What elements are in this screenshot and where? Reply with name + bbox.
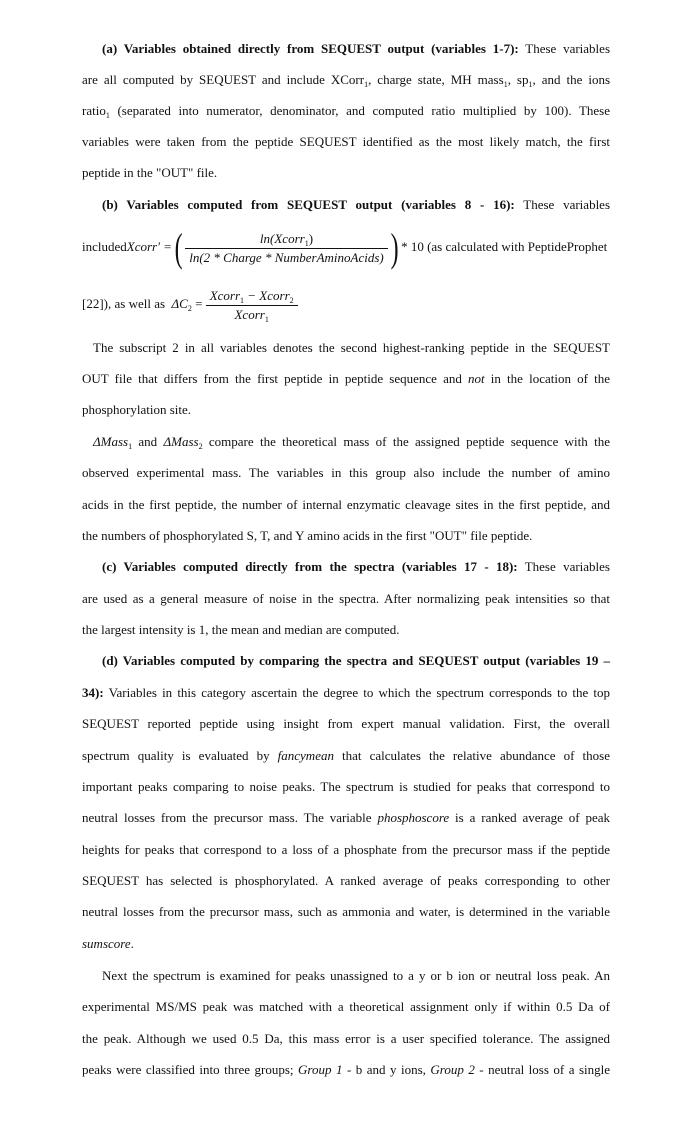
- para-mass-line-4: the numbers of phosphorylated S, T, and Y amino acids in the first "OUT" file peptide.: [82, 528, 533, 543]
- para-next-line-2: experimental MS/MS peak was matched with a theoretical assignment only if within 0.5 Da of: [82, 999, 610, 1014]
- sec-d-line-8: SEQUEST has selected is phosphorylated. A ranked average of peaks corresponding to other: [82, 873, 610, 888]
- para-sub-line-3: phosphorylation site.: [82, 402, 192, 417]
- para-mass-line-3: acids in the first peptide, the number of internal enzymatic cleavage sites in the first peptide, and: [82, 497, 610, 512]
- sec-d-line-2: 34): Variables in this category ascertain the degree to which the spectrum corresponds to the top: [82, 685, 610, 700]
- xcorr-prime-fraction: $\frac{\ln(Xcorr_1)}{\text{ln(2 * Charge * NumberAminoAcids)}}$: [185, 231, 388, 266]
- sec-d-line-4: spectrum quality is evaluated by fancymean that calculates the relative abundance of those: [82, 748, 610, 763]
- sec-d-line-7: heights for peaks that correspond to a loss of a phosphate from the precursor mass if the peptide: [82, 842, 610, 857]
- sec-d-line-1: [82, 652, 610, 670]
- delta-c2-fraction: $\frac{Xcorr_1 - Xcorr_2}{Xcorr_1}$: [206, 288, 298, 323]
- sec-a-heading: (a) Variables obtained directly from SEQUEST output (variables 1-7):: [102, 41, 519, 56]
- para-next-line-1: Next the spectrum is examined for peaks unassigned to a y or b ion or neutral loss peak. An: [102, 968, 610, 983]
- sec-d-line-10: sumscore.: [82, 936, 134, 951]
- sec-b-heading: (b) Variables computed from SEQUEST output (variables 8 - 16):: [102, 197, 515, 212]
- sec-b-line-1: (b) Variables computed from SEQUEST output (variables 8 - 16): These variables: [102, 197, 611, 212]
- sec-a-line-3: ratio$_1$ (separated into numerator, denominator, and computed ratio multiplied by 100). These: [82, 103, 610, 120]
- para-sub-line-1: The subscript 2 in all variables denotes the second highest-ranking peptide in the SEQUEST: [93, 340, 610, 355]
- sec-d-line-9: neutral losses from the precursor mass, such as ammonia and water, is determined in the variable: [82, 904, 610, 919]
- sec-a-line-5: peptide in the "OUT" file.: [82, 165, 218, 180]
- sec-d-line-3: SEQUEST reported peptide using insight from expert manual validation. First, the overall: [82, 716, 610, 731]
- para-mass-line-2: observed experimental mass. The variables in this group also include the number of amino: [82, 465, 610, 480]
- sec-a-line-2: are all computed by SEQUEST and include XCorr$_1$, charge state, MH mass$_1$, $sp_1$, and the ions: [82, 72, 611, 89]
- para-sub-line-2: OUT file that differs from the first peptide in peptide sequence and not in the location of the: [82, 371, 610, 386]
- sec-c-heading: (c) Variables computed directly from the spectra (variables 17 - 18):: [102, 559, 518, 574]
- sec-c-line-1: (c) Variables computed directly from the spectra (variables 17 - 18): These variables: [102, 559, 610, 574]
- delta-c2-equation: [22]), as well as $\Delta C_2$ = $\frac{Xcorr_1 - Xcorr_2}{Xcorr_1}$: [82, 284, 610, 324]
- sec-a-line-1: (a) Variables obtained directly from SEQUEST output (variables 1-7): These variables: [102, 41, 610, 56]
- para-next-line-3: the peak. Although we used 0.5 Da, this mass error is a user specified tolerance. The assigned: [82, 1031, 610, 1046]
- para-next-line-4: peaks were classified into three groups; Group 1 - b and y ions, Group 2 - neutral loss of a single: [82, 1062, 611, 1077]
- sec-d-heading: (d) Variables computed by comparing the spectra and SEQUEST output (variables 19 –: [102, 653, 610, 668]
- para-mass-line-1: ΔMass$_1$ and ΔMass$_2$ compare the theoretical mass of the assigned peptide sequence with the: [93, 434, 610, 451]
- sec-c-line-2: are used as a general measure of noise in the spectra. After normalizing peak intensities so that: [82, 591, 610, 606]
- xcorr-prime-equation: includedXcorr' =( $\frac{\ln(Xcorr_1)}{\text{ln(2 * Charge * NumberAminoAcids)}}$ ) * 10 (as calculated with PeptideProphet: [82, 225, 608, 271]
- sec-a-line-4: variables were taken from the peptide SEQUEST identified as the most likely match, the first: [82, 134, 610, 149]
- sec-d-line-6: neutral losses from the precursor mass. The variable phosphoscore is a ranked average of peak: [82, 810, 610, 825]
- sec-d-line-5: important peaks comparing to noise peaks. The spectrum is studied for peaks that correspond to: [82, 779, 610, 794]
- sec-c-line-3: the largest intensity is 1, the mean and median are computed.: [82, 622, 400, 637]
